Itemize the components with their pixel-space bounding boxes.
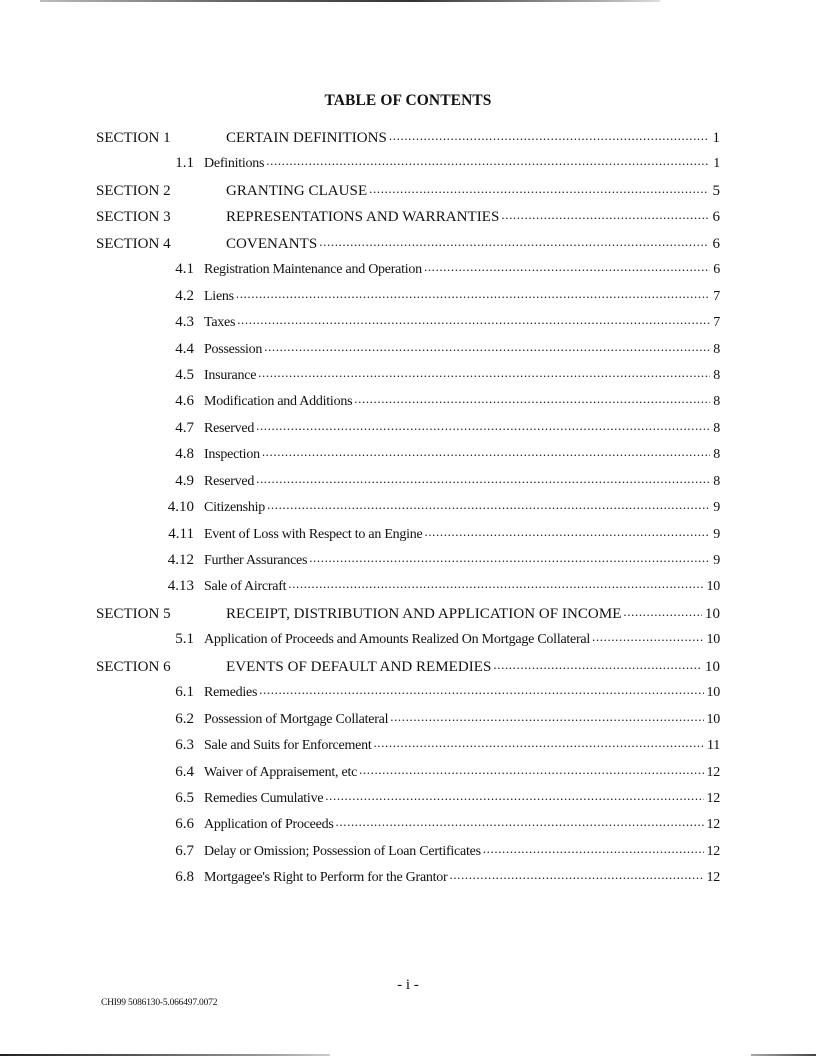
toc-entry-page[interactable]: 8 [713,341,720,357]
toc-entry-number: 6.6 [175,816,194,833]
toc-entry-label[interactable]: Modification and Additions [204,394,353,410]
toc-entry-number: 6.3 [175,737,194,754]
document-id: CHI99 5086130-5.066497.0072 [101,998,218,1008]
toc-entry-body [204,471,720,490]
toc-entry-page[interactable]: 10 [704,605,720,622]
toc-entry-body [204,312,720,331]
toc-entry-body [204,444,720,463]
page-number: - i - [397,977,419,993]
toc-entry-label[interactable]: Further Assurances [204,553,308,568]
toc-subsection-entry[interactable] [96,814,720,840]
toc-entry-number: SECTION 5 [96,605,171,622]
toc-entry-body [226,656,720,676]
toc-entry-number: SECTION 1 [96,130,171,146]
toc-entry-body [204,735,720,754]
dot-leader [256,418,710,432]
toc-entry-body [226,180,720,200]
toc-entry-page[interactable]: 10 [706,579,720,595]
toc-entry-body [204,497,720,516]
toc-entry-page[interactable]: 12 [706,870,720,886]
toc-entry-body [204,339,720,358]
toc-entry-label[interactable]: Waiver of Appraisement, etc [204,764,358,780]
scan-edge-top [40,0,660,2]
toc-subsection-entry[interactable] [96,629,720,655]
toc-entry-page[interactable]: 8 [713,447,720,463]
dot-leader [336,814,704,828]
toc-entry-number: 6.5 [175,789,194,806]
dot-leader [266,153,710,167]
toc-entry-page[interactable]: 6 [712,235,720,252]
toc-entry-page[interactable]: 9 [713,553,720,568]
toc-entry-number: 4.6 [175,393,194,410]
toc-entry-page[interactable]: 12 [706,817,720,833]
toc-entry-number: SECTION 4 [96,235,171,252]
toc-entry-number: 6.4 [175,763,194,780]
dot-leader [369,180,709,195]
toc-entry-body [204,418,720,437]
dot-leader [237,312,710,326]
toc-entry-label[interactable]: Event of Loss with Respect to an Engine [204,526,423,542]
page-title: TABLE OF CONTENTS [324,92,492,109]
toc-subsection-entry[interactable] [96,153,720,179]
toc-entry-page[interactable]: 1 [713,156,720,172]
toc-subsection-entry[interactable] [96,259,720,285]
dot-leader [501,206,709,221]
toc-entry-page[interactable]: 8 [713,394,720,410]
toc-subsection-entry[interactable] [96,418,720,444]
toc-entry-body [204,629,720,648]
toc-entry-body [204,153,720,172]
toc-entry-label[interactable]: Application of Proceeds [204,817,334,833]
dot-leader [264,339,710,353]
toc-entry-body [204,550,720,569]
toc-subsection-entry[interactable] [96,524,720,550]
toc-entry-body [204,814,720,833]
toc-subsection-entry[interactable] [96,339,720,365]
toc-entry-page[interactable]: 12 [706,764,720,780]
toc-entry-label[interactable]: REPRESENTATIONS AND WARRANTIES [226,209,500,226]
toc-subsection-entry[interactable] [96,312,720,338]
toc-entry-page[interactable]: 10 [706,685,720,701]
toc-entry-body [204,788,720,807]
dot-leader [267,497,710,511]
toc-entry-number: 6.1 [175,684,194,701]
dot-leader [390,709,703,723]
toc-entry-label[interactable]: Inspection [204,447,260,463]
toc-section-entry[interactable] [96,656,720,682]
toc-entry-page[interactable]: 8 [713,367,720,383]
dot-leader [262,444,710,458]
toc-entry-page[interactable]: 9 [713,500,720,516]
toc-subsection-entry[interactable] [96,444,720,470]
dot-leader [493,656,701,671]
toc-entry-label[interactable]: Citizenship [204,500,266,516]
toc-entry-body [204,524,720,543]
dot-leader [483,841,704,855]
toc-entry-body [204,841,720,860]
dot-leader [258,365,710,379]
toc-entry-label[interactable]: Sale and Suits for Enforcement [204,738,372,754]
dot-leader [592,629,703,643]
toc-subsection-entry[interactable] [96,550,720,576]
toc-entry-number: 4.13 [167,578,194,595]
toc-entry-number: 4.9 [175,472,194,489]
toc-entry-page[interactable]: 7 [713,315,720,331]
toc-entry-page[interactable]: 6 [713,262,720,278]
toc-subsection-entry[interactable] [96,497,720,523]
dot-leader [373,735,704,749]
toc-entry-label[interactable]: Registration Maintenance and Operation [204,262,422,278]
toc-entry-body [204,576,720,595]
toc-entry-body [226,603,720,623]
toc-entry-label[interactable]: Liens [204,288,234,304]
toc-entry-body [226,206,720,226]
toc-entry-number: 6.7 [175,842,194,859]
toc-entry-page[interactable]: 6 [712,209,720,226]
toc-entry-number: 4.1 [175,261,194,278]
toc-subsection-entry[interactable] [96,286,720,312]
toc-entry-number: SECTION 2 [96,182,171,199]
toc-entry-label[interactable]: Reserved [204,420,255,436]
dot-leader [259,682,703,696]
toc-subsection-entry[interactable] [96,788,720,814]
toc-subsection-entry[interactable] [96,365,720,391]
toc-entry-label[interactable]: Remedies [204,685,258,701]
toc-entry-label[interactable]: Definitions [204,156,265,172]
toc-entry-number: 4.12 [167,552,194,568]
dot-leader [359,762,703,776]
toc-entry-body [204,709,720,728]
toc-subsection-entry[interactable] [96,867,720,893]
toc-entry-page[interactable]: 8 [713,420,720,436]
toc-entry-body [204,365,720,384]
dot-leader [236,286,710,300]
dot-leader [424,524,710,538]
toc-subsection-entry[interactable] [96,735,720,761]
toc-entry-page[interactable]: 1 [712,130,720,146]
toc-entry-number: SECTION 3 [96,209,171,226]
toc-subsection-entry[interactable] [96,841,720,867]
dot-leader [449,867,703,881]
toc-section-entry[interactable] [96,180,720,206]
dot-leader [319,233,709,248]
dot-leader [623,603,701,618]
toc-section-entry[interactable] [96,127,720,153]
toc-subsection-entry[interactable] [96,391,720,417]
toc-entry-number: SECTION 6 [96,658,171,675]
toc-entry-body [226,127,720,147]
toc-entry-label[interactable]: Insurance [204,367,257,383]
toc-entry-label[interactable]: Delay or Omission; Possession of Loan Certificates [204,843,481,859]
toc-entry-number: 4.5 [175,366,194,383]
toc-entry-number: 6.2 [175,710,194,727]
toc-entry-label[interactable]: RECEIPT, DISTRIBUTION AND APPLICATION OF INCOME [226,605,622,622]
toc-entry-body [226,233,720,253]
toc-entry-body [204,286,720,305]
toc-entry-label[interactable]: Application of Proceeds and Amounts Realized On Mortgage Collateral [204,632,591,648]
toc-entry-label[interactable]: CERTAIN DEFINITIONS [226,130,387,146]
toc-entry-label[interactable]: EVENTS OF DEFAULT AND REMEDIES [226,658,492,675]
dot-leader [288,576,703,590]
toc-section-entry[interactable] [96,233,720,259]
toc-entry-number: 4.11 [168,525,194,542]
dot-leader [325,788,703,802]
toc-entry-label[interactable]: Possession [204,341,263,357]
toc-entry-number: 4.2 [175,287,194,304]
dot-leader [424,259,710,273]
toc-entry-body [204,391,720,410]
toc-entry-label[interactable]: Taxes [204,315,236,331]
table-of-contents [96,127,720,894]
toc-entry-number: 4.8 [175,446,194,463]
toc-entry-label[interactable]: Remedies Cumulative [204,790,324,806]
dot-leader [354,391,710,405]
toc-section-entry[interactable] [96,603,720,629]
toc-entry-page[interactable]: 10 [706,711,720,727]
toc-entry-body [204,762,720,781]
toc-subsection-entry[interactable] [96,682,720,708]
toc-subsection-entry[interactable] [96,576,720,602]
toc-entry-body [204,867,720,886]
toc-subsection-entry[interactable] [96,709,720,735]
dot-leader [389,127,710,142]
toc-entry-number: 4.10 [167,499,194,516]
toc-entry-page[interactable]: 8 [713,473,720,489]
toc-entry-label[interactable]: Mortgagee's Right to Perform for the Grantor [204,870,448,886]
toc-entry-label[interactable]: Possession of Mortgage Collateral [204,711,389,727]
toc-subsection-entry[interactable] [96,471,720,497]
toc-entry-page[interactable]: 12 [706,790,720,806]
toc-subsection-entry[interactable] [96,762,720,788]
dot-leader [256,471,710,485]
dot-leader [309,550,710,564]
toc-section-entry[interactable] [96,206,720,232]
toc-entry-label[interactable]: Reserved [204,473,255,489]
toc-entry-label[interactable]: GRANTING CLAUSE [226,182,368,199]
toc-entry-label[interactable]: COVENANTS [226,235,318,252]
toc-entry-page[interactable]: 7 [713,288,720,304]
toc-entry-number: 4.3 [175,314,194,331]
toc-entry-page[interactable]: 5 [712,182,720,199]
toc-entry-body [204,259,720,278]
toc-entry-page[interactable]: 11 [707,738,720,754]
toc-entry-number: 6.8 [175,869,194,886]
toc-entry-page[interactable]: 9 [713,526,720,542]
toc-entry-label[interactable]: Sale of Aircraft [204,579,287,595]
toc-entry-number: 1.1 [175,155,194,172]
toc-entry-body [204,682,720,701]
toc-entry-page[interactable]: 12 [706,843,720,859]
toc-entry-page[interactable]: 10 [706,632,720,648]
toc-entry-number: 4.7 [175,419,194,436]
toc-entry-number: 5.1 [175,631,194,648]
toc-entry-number: 4.4 [175,340,194,357]
toc-entry-page[interactable]: 10 [704,658,720,675]
